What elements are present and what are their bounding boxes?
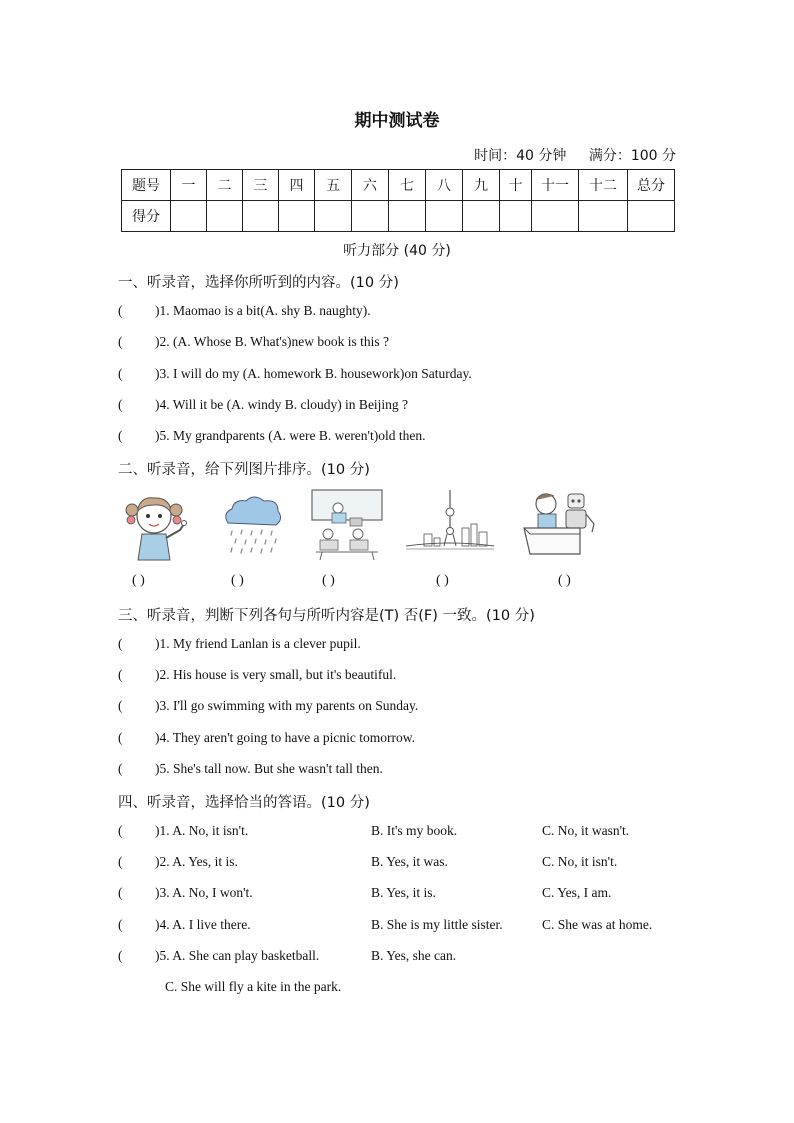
score-header-cell: 四 (279, 170, 315, 201)
answer-paren: ( (118, 948, 123, 963)
score-table (121, 169, 675, 232)
score-cell[interactable] (389, 201, 426, 232)
answer-paren: ( (118, 428, 123, 443)
score-header-cell: 十 (500, 170, 532, 201)
score-header-cell: 三 (243, 170, 279, 201)
score-cell[interactable] (243, 201, 279, 232)
score-cell[interactable] (315, 201, 352, 232)
boy-with-robot-picture (522, 488, 600, 558)
option-b: B. Yes, it is. (371, 885, 436, 900)
option-b: B. Yes, it was. (371, 854, 448, 869)
section-4-heading: 四、听录音，选择恰当的答语。(10 分) (118, 795, 370, 811)
answer-paren: ( (118, 917, 123, 932)
picture-order-blank[interactable]: ( ) (436, 573, 449, 588)
option-b: B. It's my book. (371, 823, 458, 838)
option-b: B. Yes, she can. (371, 948, 457, 963)
rain-cloud-picture (220, 495, 284, 555)
score-header-cell: 二 (207, 170, 243, 201)
score-header-cell: 一 (171, 170, 207, 201)
listening-part-heading: 听力部分 (40 分) (343, 243, 451, 259)
answer-paren: ( (118, 636, 123, 651)
option-a: )3. A. No, I won't. (155, 885, 253, 900)
classroom-picture (308, 488, 386, 562)
answer-paren: ( (118, 698, 123, 713)
score-cell[interactable] (500, 201, 532, 232)
score-cell[interactable] (207, 201, 243, 232)
score-cell[interactable] (352, 201, 389, 232)
option-b: B. She is my little sister. (371, 917, 503, 932)
score-header-cell: 五 (315, 170, 352, 201)
score-cell[interactable] (463, 201, 500, 232)
question-item: )5. She's tall now. But she wasn't tall then. (155, 761, 383, 776)
time-limit: 时间：40 分钟 (474, 148, 567, 164)
question-item: )1. My friend Lanlan is a clever pupil. (155, 636, 361, 651)
question-item: )3. I'll go swimming with my parents on Sunday. (155, 698, 419, 713)
score-header-cell: 十二 (579, 170, 628, 201)
question-item: )3. I will do my (A. homework B. housework)on Saturday. (155, 366, 472, 381)
city-skyline-picture (404, 488, 496, 554)
picture-order-blank[interactable]: ( ) (558, 573, 571, 588)
score-row-label: 得分 (122, 201, 171, 232)
answer-paren: ( (118, 823, 123, 838)
picture-order-blank[interactable]: ( ) (231, 573, 244, 588)
page-title: 期中测试卷 (354, 111, 440, 131)
score-header-cell: 七 (389, 170, 426, 201)
score-table-score-row (122, 201, 675, 232)
score-cell[interactable] (426, 201, 463, 232)
picture-order-blank[interactable]: ( ) (322, 573, 335, 588)
answer-paren: ( (118, 667, 123, 682)
score-header-cell: 八 (426, 170, 463, 201)
option-a: )1. A. No, it isn't. (155, 823, 249, 838)
answer-paren: ( (118, 397, 123, 412)
answer-paren: ( (118, 885, 123, 900)
score-table-header-row (122, 170, 675, 201)
answer-paren: ( (118, 366, 123, 381)
score-header-cell: 十一 (532, 170, 579, 201)
answer-paren: ( (118, 761, 123, 776)
question-item: )2. (A. Whose B. What's)new book is this ? (155, 334, 390, 349)
score-header-cell: 九 (463, 170, 500, 201)
score-cell[interactable] (628, 201, 675, 232)
girl-pointing-picture (122, 490, 190, 562)
option-c: C. Yes, I am. (542, 885, 612, 900)
score-cell[interactable] (171, 201, 207, 232)
answer-paren: ( (118, 334, 123, 349)
score-cell[interactable] (579, 201, 628, 232)
score-cell[interactable] (279, 201, 315, 232)
question-item: )5. My grandparents (A. were B. weren't)old then. (155, 428, 426, 443)
full-score: 满分：100 分 (588, 148, 676, 164)
question-item: )2. His house is very small, but it's beautiful. (155, 667, 397, 682)
question-item: )4. They aren't going to have a picnic tomorrow. (155, 730, 415, 745)
option-c: C. No, it wasn't. (542, 823, 630, 838)
score-header-cell: 题号 (122, 170, 171, 201)
score-header-cell: 六 (352, 170, 389, 201)
question-item: )1. Maomao is a bit(A. shy B. naughty). (155, 303, 371, 318)
section-2-heading: 二、听录音，给下列图片排序。(10 分) (118, 462, 370, 478)
option-a: )5. A. She can play basketball. (155, 948, 320, 963)
answer-paren: ( (118, 303, 123, 318)
option-a: )2. A. Yes, it is. (155, 854, 238, 869)
option-c: C. She was at home. (542, 917, 653, 932)
section-1-heading: 一、听录音，选择你所听到的内容。(10 分) (118, 275, 399, 291)
section-3-heading: 三、听录音，判断下列各句与所听内容是(T) 否(F) 一致。(10 分) (118, 608, 535, 624)
score-cell[interactable] (532, 201, 579, 232)
option-c: C. No, it isn't. (542, 854, 618, 869)
answer-paren: ( (118, 854, 123, 869)
option-c: C. She will fly a kite in the park. (165, 979, 342, 994)
answer-paren: ( (118, 730, 123, 745)
picture-order-blank[interactable]: ( ) (132, 573, 145, 588)
exam-info (456, 145, 676, 165)
option-a: )4. A. I live there. (155, 917, 251, 932)
question-item: )4. Will it be (A. windy B. cloudy) in Beijing ? (155, 397, 409, 412)
score-header-cell: 总分 (628, 170, 675, 201)
